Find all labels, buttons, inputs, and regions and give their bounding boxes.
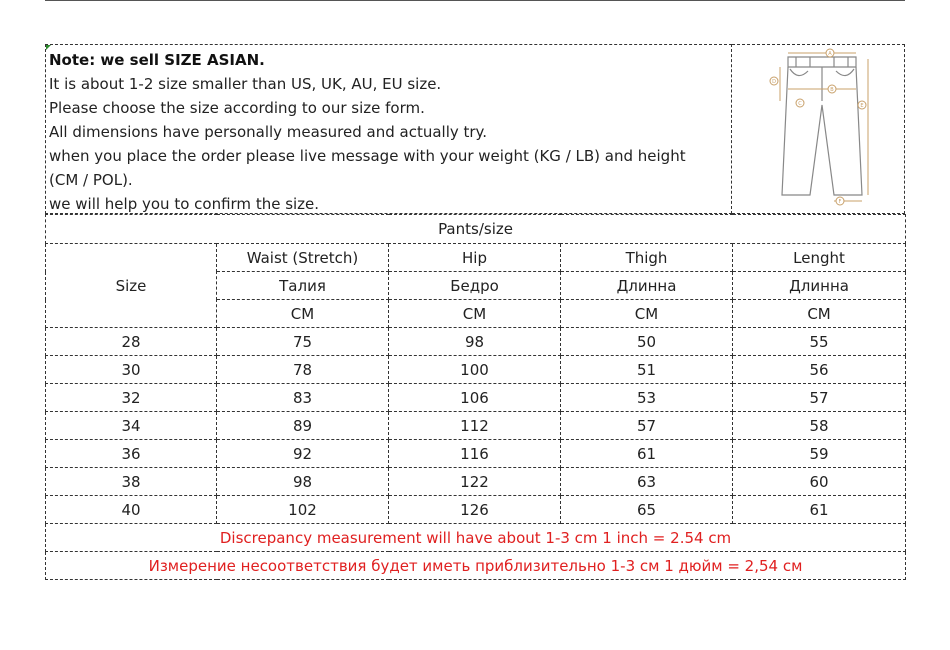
note-line: (CM / POL).: [49, 171, 133, 189]
value-cell: 51: [561, 356, 733, 384]
column-header-ru: Бедро: [389, 272, 561, 300]
column-header-en: Thigh: [561, 244, 733, 272]
value-cell: 100: [389, 356, 561, 384]
note-line: we will help you to confirm the size.: [49, 195, 320, 213]
table-row: [46, 356, 906, 384]
note-line: when you place the order please live message with your weight (KG / LB) and height: [49, 147, 686, 165]
table-row: [46, 496, 906, 524]
value-cell: 57: [733, 384, 906, 412]
table-row: [46, 412, 906, 440]
value-cell: 61: [733, 496, 906, 524]
size-cell: 40: [46, 496, 217, 524]
table-row: [46, 468, 906, 496]
column-unit: CM: [733, 300, 906, 328]
value-cell: 102: [217, 496, 389, 524]
value-cell: 116: [389, 440, 561, 468]
pants-size-table: [45, 214, 906, 580]
value-cell: 55: [733, 328, 906, 356]
column-header-en: Waist (Stretch): [217, 244, 389, 272]
pants-illustration-icon: [732, 45, 905, 215]
note-line: All dimensions have personally measured and actually try.: [49, 123, 488, 141]
note-line: Please choose the size according to our size form.: [49, 99, 425, 117]
pants-pocket-left: [790, 69, 808, 76]
value-cell: 50: [561, 328, 733, 356]
value-cell: 60: [733, 468, 906, 496]
column-unit: CM: [217, 300, 389, 328]
value-cell: 56: [733, 356, 906, 384]
size-cell: 30: [46, 356, 217, 384]
column-header-ru: Длинна: [561, 272, 733, 300]
note-title: Note: we sell SIZE ASIAN.: [49, 51, 265, 69]
marker-label: F: [838, 199, 842, 205]
column-header-ru: Длинна: [733, 272, 906, 300]
value-cell: 53: [561, 384, 733, 412]
value-cell: 63: [561, 468, 733, 496]
column-header-en: Hip: [389, 244, 561, 272]
pants-pocket-right: [836, 69, 854, 76]
size-cell: 34: [46, 412, 217, 440]
value-cell: 83: [217, 384, 389, 412]
size-note: [45, 44, 732, 214]
value-cell: 89: [217, 412, 389, 440]
size-cell: 28: [46, 328, 217, 356]
value-cell: 57: [561, 412, 733, 440]
table-row: [46, 328, 906, 356]
note-line: It is about 1-2 size smaller than US, UK, AU, EU size.: [49, 75, 442, 93]
top-divider: [45, 0, 905, 1]
size-cell: 38: [46, 468, 217, 496]
value-cell: 126: [389, 496, 561, 524]
column-header-ru: Талия: [217, 272, 389, 300]
value-cell: 78: [217, 356, 389, 384]
table-row: [46, 440, 906, 468]
column-unit: CM: [389, 300, 561, 328]
value-cell: 112: [389, 412, 561, 440]
value-cell: 65: [561, 496, 733, 524]
value-cell: 106: [389, 384, 561, 412]
size-cell: 36: [46, 440, 217, 468]
value-cell: 75: [217, 328, 389, 356]
size-header: Size: [46, 244, 217, 328]
value-cell: 61: [561, 440, 733, 468]
pants-diagram: [732, 44, 905, 214]
marker-label: C: [798, 101, 802, 107]
column-unit: CM: [561, 300, 733, 328]
pants-waistband: [788, 57, 856, 67]
value-cell: 92: [217, 440, 389, 468]
value-cell: 58: [733, 412, 906, 440]
table-row: [46, 384, 906, 412]
discrepancy-note-en: Discrepancy measurement will have about 1-3 cm 1 inch = 2.54 cm: [46, 524, 906, 552]
table-title: Pants/size: [46, 215, 906, 244]
discrepancy-note-ru: Измерение несоответствия будет иметь приблизительно 1-3 см 1 дюйм = 2,54 см: [46, 552, 906, 580]
value-cell: 98: [389, 328, 561, 356]
marker-label: E: [860, 103, 864, 109]
marker-label: D: [772, 79, 776, 85]
value-cell: 122: [389, 468, 561, 496]
column-header-en: Lenght: [733, 244, 906, 272]
pants-belt-loops: [796, 57, 848, 67]
marker-label: A: [828, 51, 832, 57]
size-cell: 32: [46, 384, 217, 412]
marker-label: B: [830, 87, 834, 93]
value-cell: 59: [733, 440, 906, 468]
value-cell: 98: [217, 468, 389, 496]
cell-corner-marker: [46, 45, 51, 50]
